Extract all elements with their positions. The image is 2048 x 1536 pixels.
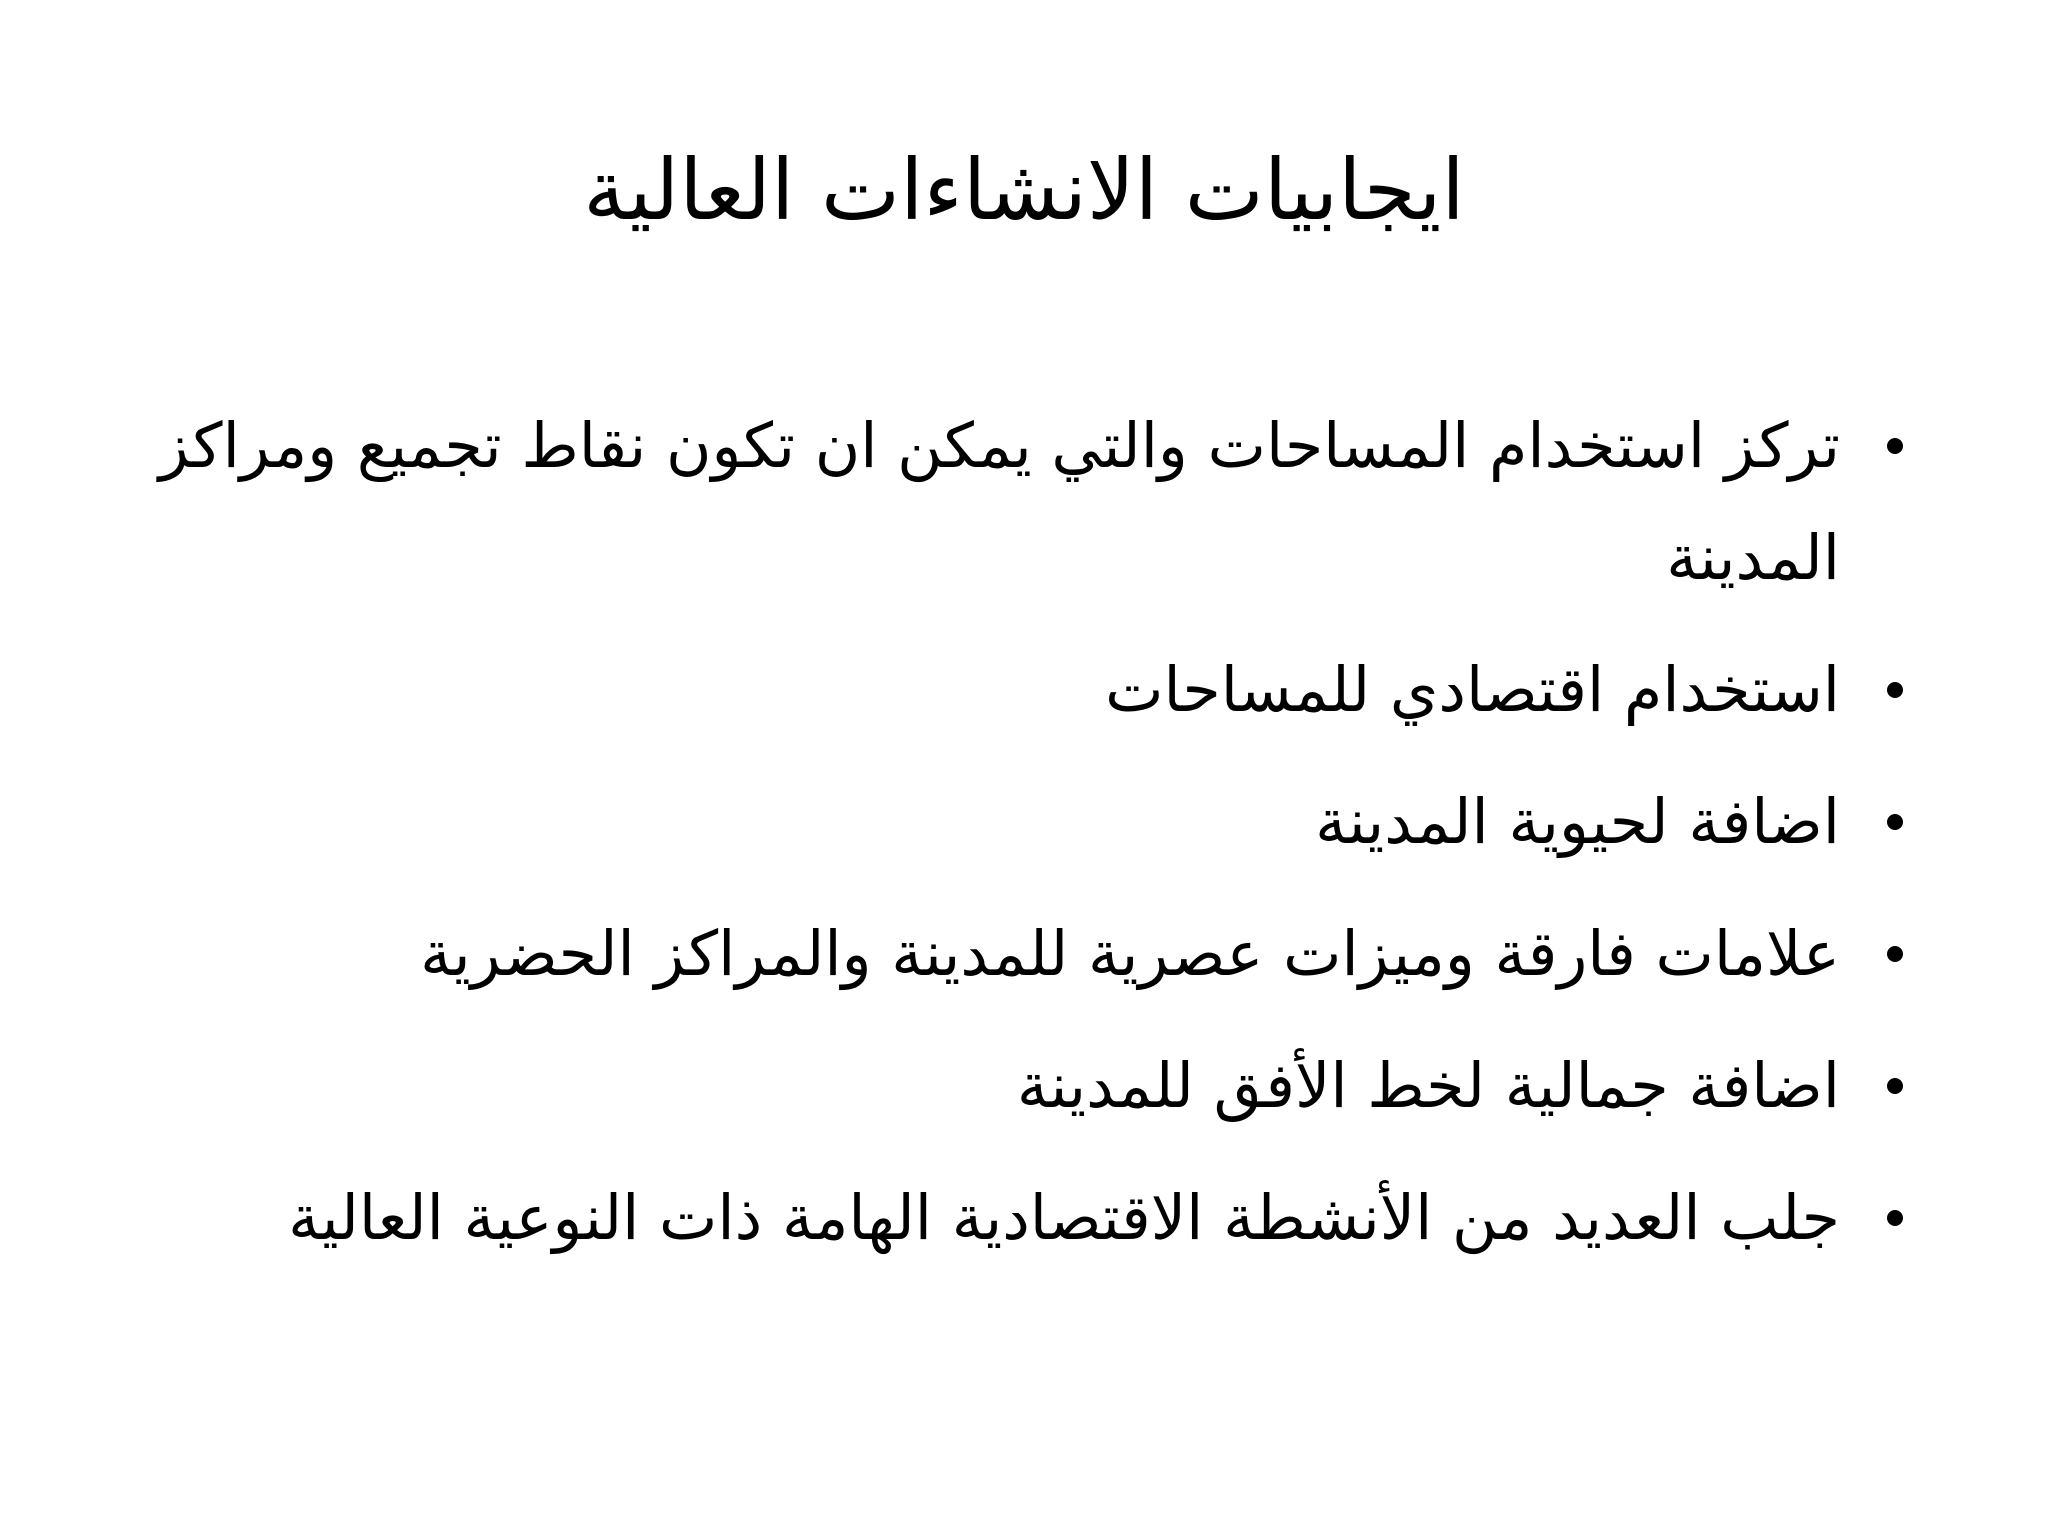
bullet-text: اضافة جمالية لخط الأفق للمدينة (1016, 1049, 1840, 1122)
bullet-dot-icon (1840, 766, 1950, 878)
bullet-dot-icon (1840, 898, 1950, 1010)
bullet-item (150, 1162, 1950, 1274)
bullet-text: تركز استخدام المساحات والتي يمكن ان تكون نقاط تجميع ومراكز المدينة (158, 409, 1840, 594)
bullet-dot-icon (1840, 390, 1950, 502)
bullet-text: جلب العديد من الأنشطة الاقتصادية الهامة ذات النوعية العالية (288, 1181, 1840, 1254)
bullet-text: اضافة لحيوية المدينة (1315, 785, 1840, 858)
bullet-dot-icon (1840, 1030, 1950, 1142)
bullet-list (150, 390, 1950, 1294)
bullet-dot-icon (1840, 634, 1950, 746)
bullet-item (150, 766, 1950, 878)
bullet-dot-icon (1840, 1162, 1950, 1274)
bullet-text: استخدام اقتصادي للمساحات (1105, 653, 1840, 726)
bullet-text: علامات فارقة وميزات عصرية للمدينة والمراكز الحضرية (420, 917, 1840, 990)
bullet-item (150, 390, 1950, 614)
slide-title: ايجابيات الانشاءات العالية (583, 141, 1465, 239)
bullet-item (150, 898, 1950, 1010)
bullet-item (150, 1030, 1950, 1142)
bullet-item (150, 634, 1950, 746)
